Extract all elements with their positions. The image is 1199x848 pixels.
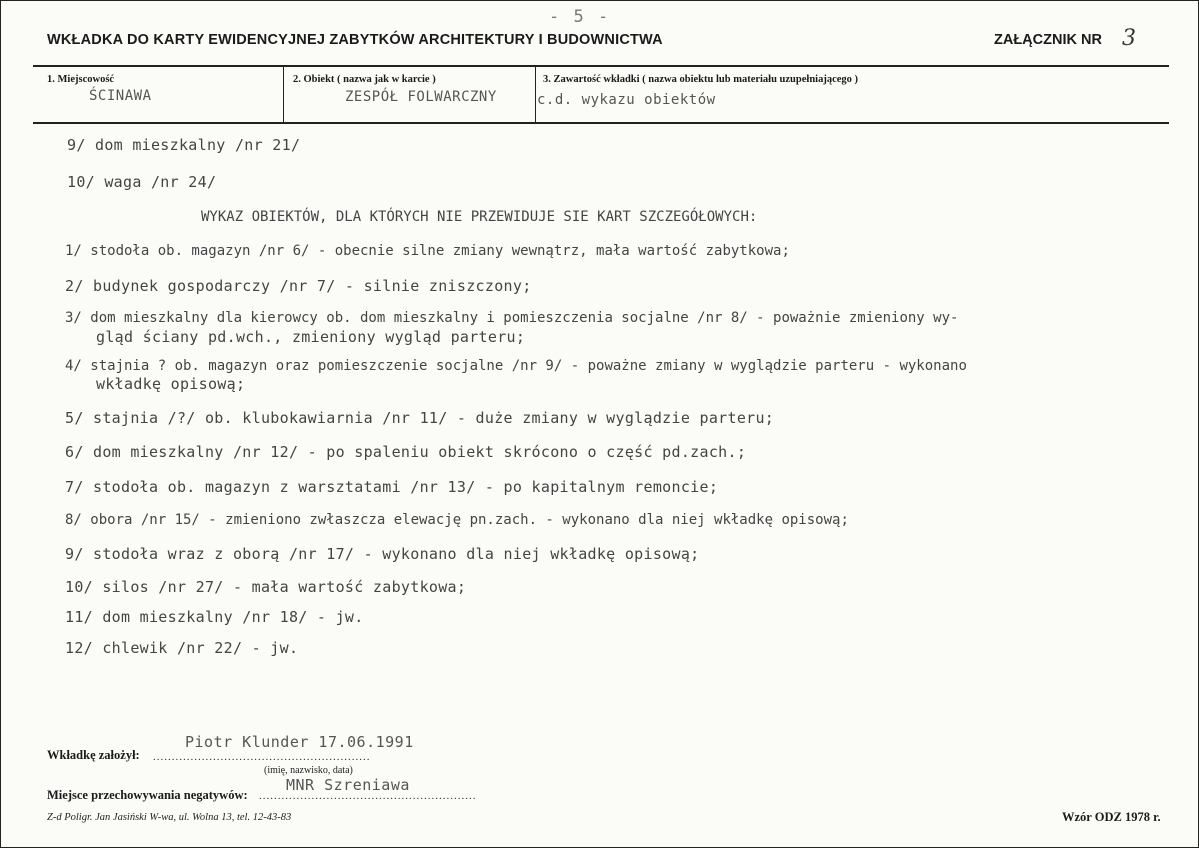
list-item: 8/ obora /nr 15/ - zmieniono zwłaszcza elewację pn.zach. - wykonano dla niej wkładkę opisową; [65,512,849,528]
content-label: 3. Zawartość wkładki ( nazwa obiektu lub materiału uzupełniającego ) [543,74,859,85]
attachment-number: 3 [1122,26,1136,51]
printer-imprint: Z-d Poligr. Jan Jasiński W-wa, ul. Wolna 13, tel. 12-43-83 [47,812,292,823]
section-heading: WYKAZ OBIEKTÓW, DLA KTÓRYCH NIE PRZEWIDUJE SIE KART SZCZEGÓŁOWYCH: [201,209,758,225]
page-number: - 5 - [549,7,611,27]
list-item: 9/ stodoła wraz z oborą /nr 17/ - wykonano dla niej wkładkę opisową; [65,545,700,563]
list-item: 10/ silos /nr 27/ - mała wartość zabytkowa; [65,578,467,596]
list-item: 1/ stodoła ob. magazyn /nr 6/ - obecnie silne zmiany wewnątrz, mała wartość zabytkowa; [65,243,790,259]
place-value: ŚCINAWA [89,88,152,104]
list-item: 11/ dom mieszkalny /nr 18/ - jw. [65,608,364,626]
form-number: Wzór ODZ 1978 r. [1062,810,1161,824]
storage-value: MNR Szreniawa [286,776,410,794]
object-value: ZESPÓŁ FOLWARCZNY [345,89,497,105]
list-item: 12/ chlewik /nr 22/ - jw. [65,639,299,657]
author-dots: .......................................................... [153,751,371,763]
list-item: 5/ stajnia /?/ ob. klubokawiarnia /nr 11/ - duże zmiany w wyglądzie parteru; [65,409,775,427]
author-caption: (imię, nazwisko, data) [264,765,353,776]
attachment-label: ZAŁĄCZNIK NR [994,32,1102,48]
header-bottom-rule [33,122,1169,124]
place-label: 1. Miejscowość [47,74,115,85]
storage-label: Miejsce przechowywania negatywów: [47,788,248,802]
field-divider-2 [535,66,536,123]
list-item-continuation: gląd ściany pd.wch., zmieniony wygląd parteru; [96,328,526,346]
list-item: 7/ stodoła ob. magazyn z warsztatami /nr 13/ - po kapitalnym remoncie; [65,478,719,496]
content-value: c.d. wykazu obiektów [537,92,716,108]
author-value: Piotr Klunder 17.06.1991 [185,733,414,751]
header-top-rule [33,65,1169,67]
author-label: Wkładkę założył: [47,748,140,762]
storage-dots: .......................................................... [259,790,477,802]
field-divider-1 [283,66,284,123]
list-item: 4/ stajnia ? ob. magazyn oraz pomieszczenie socjalne /nr 9/ - poważne zmiany w wyglądzie parteru - wykonano [65,358,967,374]
object-label: 2. Obiekt ( nazwa jak w karcie ) [293,74,436,85]
form-title: WKŁADKA DO KARTY EWIDENCYJNEJ ZABYTKÓW ARCHITEKTURY I BUDOWNICTWA [47,32,663,48]
list-item: 9/ dom mieszkalny /nr 21/ [67,136,301,154]
list-item-continuation: wkładkę opisową; [96,375,246,393]
list-item: 3/ dom mieszkalny dla kierowcy ob. dom mieszkalny i pomieszczenia socjalne /nr 8/ - poważnie zmieniony wy- [65,310,959,326]
list-item: 10/ waga /nr 24/ [67,173,217,191]
list-item: 2/ budynek gospodarczy /nr 7/ - silnie zniszczony; [65,277,532,295]
list-item: 6/ dom mieszkalny /nr 12/ - po spaleniu obiekt skrócono o część pd.zach.; [65,443,747,461]
